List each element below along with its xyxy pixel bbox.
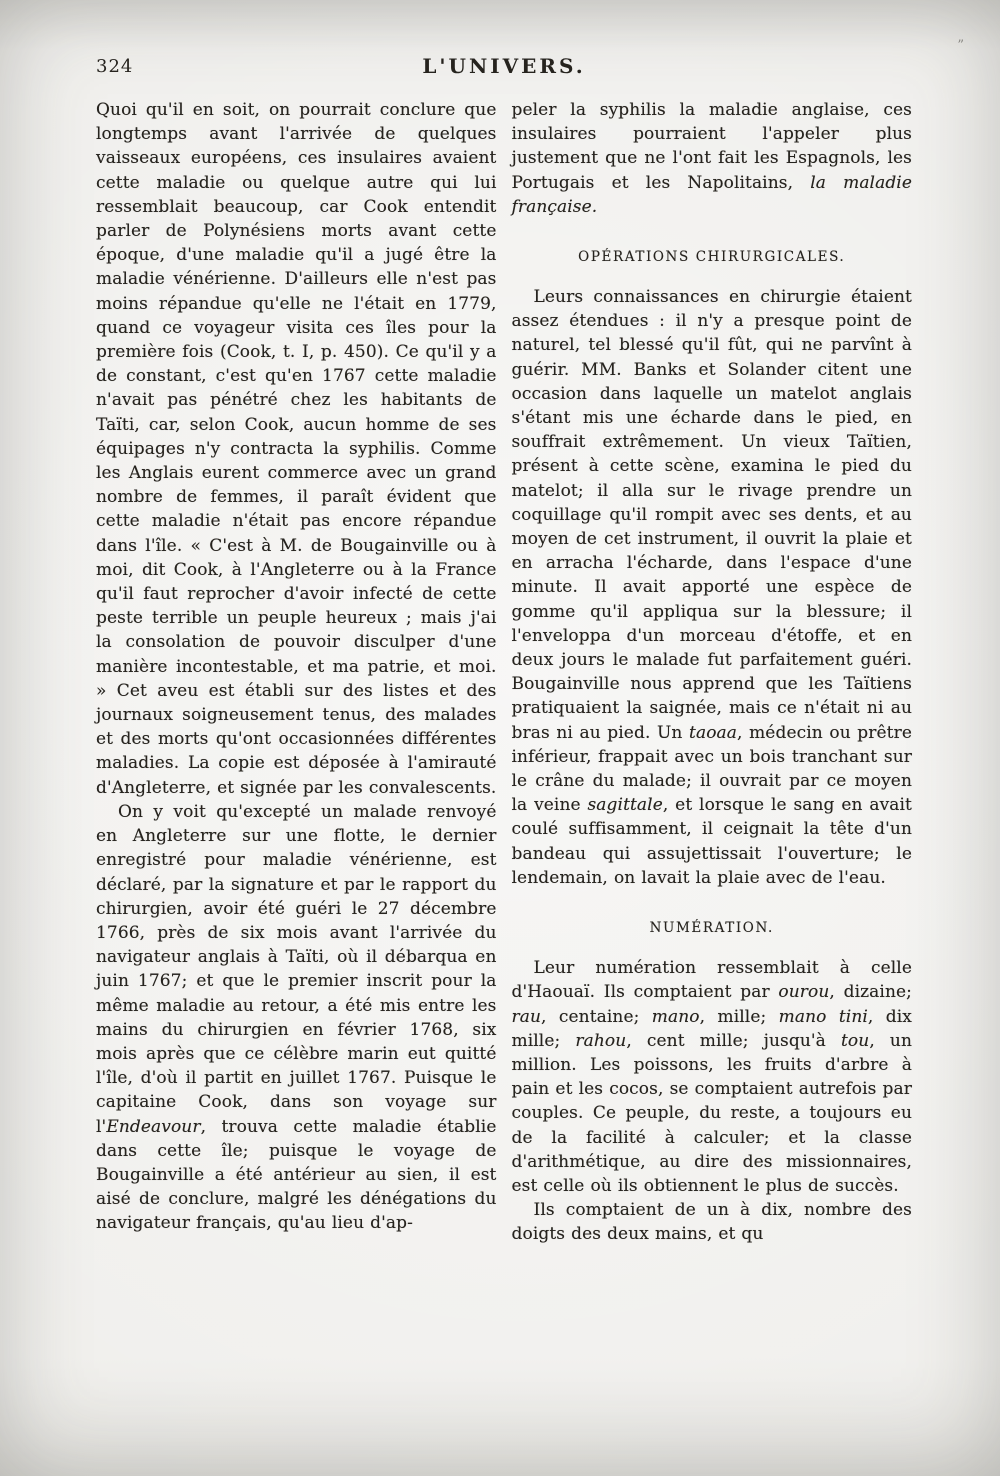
italic-text-run: mano [651, 1006, 700, 1027]
italic-text-run: mano tini [778, 1006, 868, 1027]
italic-text-run: tou [841, 1030, 870, 1051]
italic-text-run: Endeavour [106, 1116, 201, 1137]
section-heading [512, 920, 913, 936]
paragraph [512, 1198, 913, 1246]
italic-text-run: sagittale [587, 795, 663, 816]
italic-text-run: ourou [778, 982, 830, 1003]
page-content [96, 38, 964, 1247]
right-column [512, 98, 913, 1247]
text-run: , centaine; [541, 1006, 652, 1027]
text-run: Leur numération ressemblait à celle d'Haouaï. Ils comptaient par [511, 958, 912, 1003]
left-column [96, 98, 497, 1236]
text-run: NUMÉRATION. [649, 920, 774, 937]
text-run: , dix mille; [511, 1006, 912, 1051]
corner-ink-mark: ” [957, 38, 964, 53]
text-run: On y voit qu'excepté un malade renvoyé en Angleterre sur une flotte, le dernier enregistré pour maladie vénérienne, est déclaré, par la signature et par le rapport du chirurgien, avoir été guéri le 27 décembre 1766, près de six mois avant l'arrivée du navigateur anglais à Taïti, où il débarqua en juin 1767; et que le premier inscrit pour la même maladie au retour, a été mis entre les mains du chirurgien en février 1768, six mois après que ce célèbre marin eut quitté l'île, d'où il partit en juillet 1767. Puisque le capitaine Cook, dans son voyage sur l' [96, 801, 497, 1137]
paragraph [512, 956, 913, 1198]
text-run: Quoi qu'il en soit, on pourrait conclure que longtemps avant l'arrivée de quelques vaisseaux européens, ces insulaires avaient cette maladie ou quelque autre qui lui ressemblait beaucoup, car Cook entendit parler de Polynésiens morts avant cette époque, d'une maladie qu'il a jugé être la maladie vénérienne. D'ailleurs elle n'est pas moins répandue qu'elle ne l'était en 1779, quand ce voyageur visita ces îles pour la première fois (Cook, t. I, p. 450). Ce qu'il y a de constant, c'est qu'en 1767 cette maladie n'avait pas pénétré chez les habitants de Taïti, car, selon Cook, aucun homme de ses équipages n'y contracta la syphilis. Comme les Anglais eurent commerce avec un grand nombre de femmes, il paraît évident que cette maladie n'était pas encore répandue dans l'île. « C'est à M. de Bougainville ou à moi, dit Cook, à l'Angleterre ou à la France qu'il faut reprocher d'avoir infecté de cette peste terrible un peuple heureux ; mais j'ai la consolation de pouvoir disculper d'une manière incontestable, et ma patrie, et moi. » Cet aveu est établi sur des listes et des journaux soigneusement tenus, des malades et des morts qu'ont occasionnées différentes maladies. La copie est déposée à l'amirauté d'Angleterre, et signée par les convalescents. [96, 100, 497, 798]
text-run: , trouva cette maladie établie dans cette île; puisque le voyage de Bougainville a été antérieur au sien, il est aisé de conclure, malgré les dénégations du navigateur français, qu'au lieu d'ap- [96, 1116, 497, 1234]
text-run: , cent mille; jusqu'à [626, 1030, 841, 1051]
section-heading [512, 249, 913, 265]
italic-text-run: taoaa [689, 722, 738, 743]
page-header [96, 38, 964, 84]
paragraph [96, 98, 497, 800]
italic-text-run: la maladie française. [511, 172, 913, 217]
page-number: 324 [96, 56, 134, 77]
paragraph [96, 800, 497, 1236]
italic-text-run: rau [511, 1006, 542, 1027]
text-run: OPÉRATIONS CHIRURGICALES. [578, 249, 846, 266]
text-run: , mille; [699, 1006, 779, 1027]
text-run: , et lorsque le sang en avait coulé suffisamment, il ceignait la tête d'un bandeau qui assujettissait l'ouverture; le lendemain, on lavait la plaie avec de l'eau. [511, 795, 912, 888]
text-run: , un million. Les poissons, les fruits d'arbre à pain et les cocos, se comptaient autrefois par couples. Ce peuple, du reste, a toujours eu de la facilité à calculer; et la classe d'arithmétique, au dire des missionnaires, est celle où ils obtiennent le plus de succès. [511, 1030, 913, 1196]
text-columns [96, 98, 912, 1247]
text-run: peler la syphilis la maladie anglaise, ces insulaires pourraient l'appeler plus justement que ne l'ont fait les Espagnols, les Portugais et les Napolitains, [511, 100, 912, 193]
text-run: Ils comptaient de un à dix, nombre des doigts des deux mains, et qu [511, 1200, 912, 1245]
running-title: L'UNIVERS. [422, 54, 586, 78]
italic-text-run: rahou [575, 1030, 627, 1051]
paragraph [512, 285, 913, 890]
text-run: Leurs connaissances en chirurgie étaient assez étendues : il n'y a presque point de naturel, tel blessé qu'il fût, qui ne parvînt à guérir. MM. Banks et Solander citent une occasion dans laquelle un matelot anglais s'étant mis une écharde dans le pied, en souffrait extrêmement. Un vieux Taïtien, présent à cette scène, examina le pied du matelot; il alla sur le rivage prendre un coquillage qu'il rompit avec ses dents, et au moyen de cet instrument, il ouvrit la plaie et en arracha l'écharde, dans l'espace d'une minute. Il avait apporté une espèce de gomme qu'il appliqua sur la blessure; il l'enveloppa d'un morceau d'étoffe, et en deux jours le malade fut parfaitement guéri. Bougainville nous apprend que les Taïtiens pratiquaient la saignée, mais ce n'était ni au bras ni au pied. Un [511, 287, 912, 743]
text-run: , dizaine; [829, 982, 912, 1003]
paragraph [512, 98, 913, 219]
text-run: , médecin ou prêtre inférieur, frappait avec un bois tranchant sur le crâne du malade; il ouvrait par ce moyen la veine [511, 722, 912, 816]
